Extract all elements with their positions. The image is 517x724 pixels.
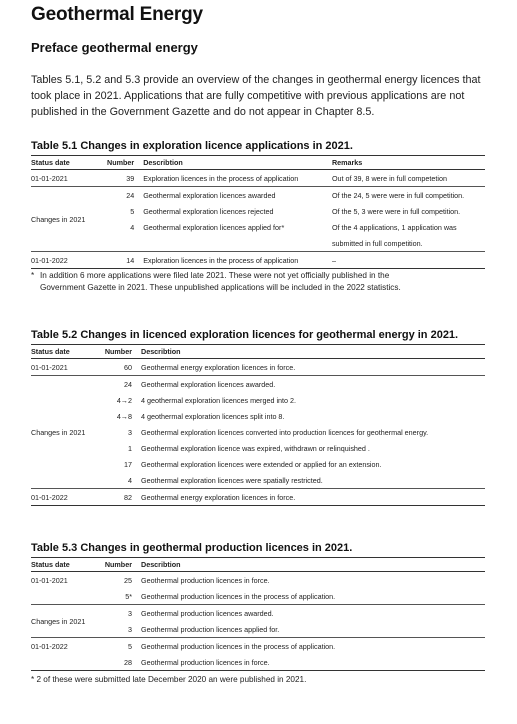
cell-remarks: Of the 5, 3 were were in full competition. <box>331 206 461 216</box>
table-row <box>31 605 485 622</box>
cell-description: Geothermal exploration licences awarded <box>143 187 332 204</box>
cell-number: 4 <box>128 475 132 485</box>
section-title: Preface geothermal energy <box>31 40 198 55</box>
cell-description: Geothermal exploration licence was expired, withdrawn or relinquished . <box>141 443 370 453</box>
table-row <box>31 235 485 252</box>
cell-description: Geothermal exploration licences awarded. <box>141 376 485 393</box>
footnote-line: Government Gazette in 2021. These unpublished applications will be included in the 2022 statistics. <box>40 282 401 292</box>
cell-number: 60 <box>124 362 132 372</box>
col-status-header: Status date <box>31 156 98 170</box>
cell-status: Changes in 2021 <box>31 605 97 638</box>
table-5-2 <box>31 344 485 506</box>
col-status-header: Status date <box>31 558 97 572</box>
col-description-header: Describtion <box>143 156 332 170</box>
cell-number: 25 <box>124 575 132 585</box>
cell-number: 24 <box>97 376 141 393</box>
table-row <box>31 638 485 655</box>
cell-number: 4→2 <box>116 395 132 405</box>
cell-number: 4 <box>130 222 135 232</box>
cell-number: 28 <box>97 654 141 671</box>
cell-number <box>98 235 143 252</box>
table-row <box>31 654 485 671</box>
cell-description: Geothermal production licences in the process of application. <box>141 638 485 655</box>
cell-status: 01-01-2022 <box>31 489 97 506</box>
table-row <box>31 392 485 408</box>
cell-number: 5 <box>97 638 141 655</box>
page-title: Geothermal Energy <box>31 4 203 25</box>
cell-description: 4 geothermal exploration licences merged into 2. <box>141 395 297 405</box>
cell-status-empty <box>31 654 97 671</box>
cell-remarks: submitted in full competition. <box>331 238 423 248</box>
table-row <box>31 187 485 204</box>
table-header-row <box>31 345 485 359</box>
cell-status: 01-01-2021 <box>31 362 68 372</box>
table-row <box>31 219 485 235</box>
cell-number: 82 <box>97 489 141 506</box>
table-5-3-footnote: * 2 of these were submitted late December 2020 an were published in 2021. <box>31 675 307 684</box>
table-row <box>31 489 485 506</box>
cell-number: 3 <box>97 605 141 622</box>
col-number-header: Number <box>98 156 143 170</box>
table-5-3 <box>31 557 485 671</box>
cell-description <box>143 235 332 252</box>
cell-description: Geothermal production licences in the process of application. <box>141 591 336 601</box>
col-description-header: Describtion <box>141 345 485 359</box>
col-status-header: Status date <box>31 345 97 359</box>
cell-remarks: Of the 24, 5 were were in full competition. <box>332 187 485 204</box>
cell-number: 5 <box>130 206 135 216</box>
table-row <box>31 408 485 424</box>
cell-description: Geothermal production licences applied for. <box>141 624 280 634</box>
cell-status: 01-01-2022 <box>31 252 98 269</box>
cell-description: Exploration licences in the process of application <box>143 173 299 183</box>
cell-description: Geothermal energy exploration licences in force. <box>141 489 485 506</box>
cell-description: Geothermal exploration licences applied for* <box>143 222 285 232</box>
cell-description: Geothermal production licences in force. <box>141 654 485 671</box>
cell-status: 01-01-2022 <box>31 638 97 655</box>
table-header-row <box>31 558 485 572</box>
intro-paragraph: Tables 5.1, 5.2 and 5.3 provide an overview of the changes in geothermal energy licences that took place in 2021. Applications that are fully competitive with previous applications are not published in the Government Gazette and do not appear in Chapter 8.5. <box>31 74 481 118</box>
cell-description: Geothermal energy exploration licences in force. <box>141 362 296 372</box>
cell-status: 01-01-2021 <box>31 575 68 585</box>
cell-remarks: Of the 4 applications, 1 application was <box>331 222 457 232</box>
cell-number: 14 <box>98 252 143 269</box>
table-row <box>31 588 485 605</box>
footnote-marker: * <box>31 271 35 280</box>
col-remarks-header: Remarks <box>332 156 485 170</box>
table-row <box>31 424 485 440</box>
cell-description: Geothermal exploration licences were extended or applied for an extension. <box>141 459 382 469</box>
cell-description: Geothermal production licences awarded. <box>141 605 485 622</box>
cell-description: Geothermal exploration licences were spatially restricted. <box>141 475 323 485</box>
table-row <box>31 621 485 638</box>
table-5-1 <box>31 155 485 269</box>
table-row <box>31 376 485 393</box>
table-5-3-caption: Table 5.3 Changes in geothermal production licences in 2021. <box>31 542 353 554</box>
col-number-header: Number <box>97 345 141 359</box>
table-row <box>31 572 485 589</box>
table-row <box>31 440 485 456</box>
cell-description: 4 geothermal exploration licences split into 8. <box>141 411 285 421</box>
cell-number: 4→8 <box>116 411 132 421</box>
cell-status: Changes in 2021 <box>31 187 98 252</box>
cell-description: Geothermal exploration licences converted into production licences for geothermal energy. <box>141 427 429 437</box>
table-row <box>31 472 485 489</box>
table-row <box>31 359 485 376</box>
cell-number: 5* <box>125 591 132 601</box>
table-row <box>31 203 485 219</box>
cell-number: 39 <box>126 173 135 183</box>
table-header-row <box>31 156 485 170</box>
cell-number: 3 <box>128 427 132 437</box>
cell-number: 17 <box>124 459 132 469</box>
cell-description: Geothermal exploration licences rejected <box>143 206 274 216</box>
col-description-header: Describtion <box>141 558 485 572</box>
table-row <box>31 252 485 269</box>
col-number-header: Number <box>97 558 141 572</box>
cell-number: 3 <box>128 624 132 634</box>
cell-status: 01-01-2021 <box>31 173 68 183</box>
cell-status: Changes in 2021 <box>31 376 97 489</box>
cell-number: 1 <box>128 443 132 453</box>
cell-description: Exploration licences in the process of application <box>143 252 332 269</box>
cell-status-empty <box>31 588 97 605</box>
table-5-2-caption: Table 5.2 Changes in licenced exploration licences for geothermal energy in 2021. <box>31 329 459 341</box>
cell-remarks: – <box>332 252 485 269</box>
table-row <box>31 456 485 472</box>
table-5-1-footnote <box>31 270 485 293</box>
table-5-1-caption: Table 5.1 Changes in exploration licence applications in 2021. <box>31 140 353 152</box>
footnote-line: In addition 6 more applications were filed late 2021. These were not yet officially published in the <box>40 271 390 280</box>
table-row <box>31 170 485 187</box>
cell-description: Geothermal production licences in force. <box>141 575 270 585</box>
cell-remarks: Out of 39, 8 were in full competetion <box>331 173 448 183</box>
cell-number: 24 <box>98 187 143 204</box>
